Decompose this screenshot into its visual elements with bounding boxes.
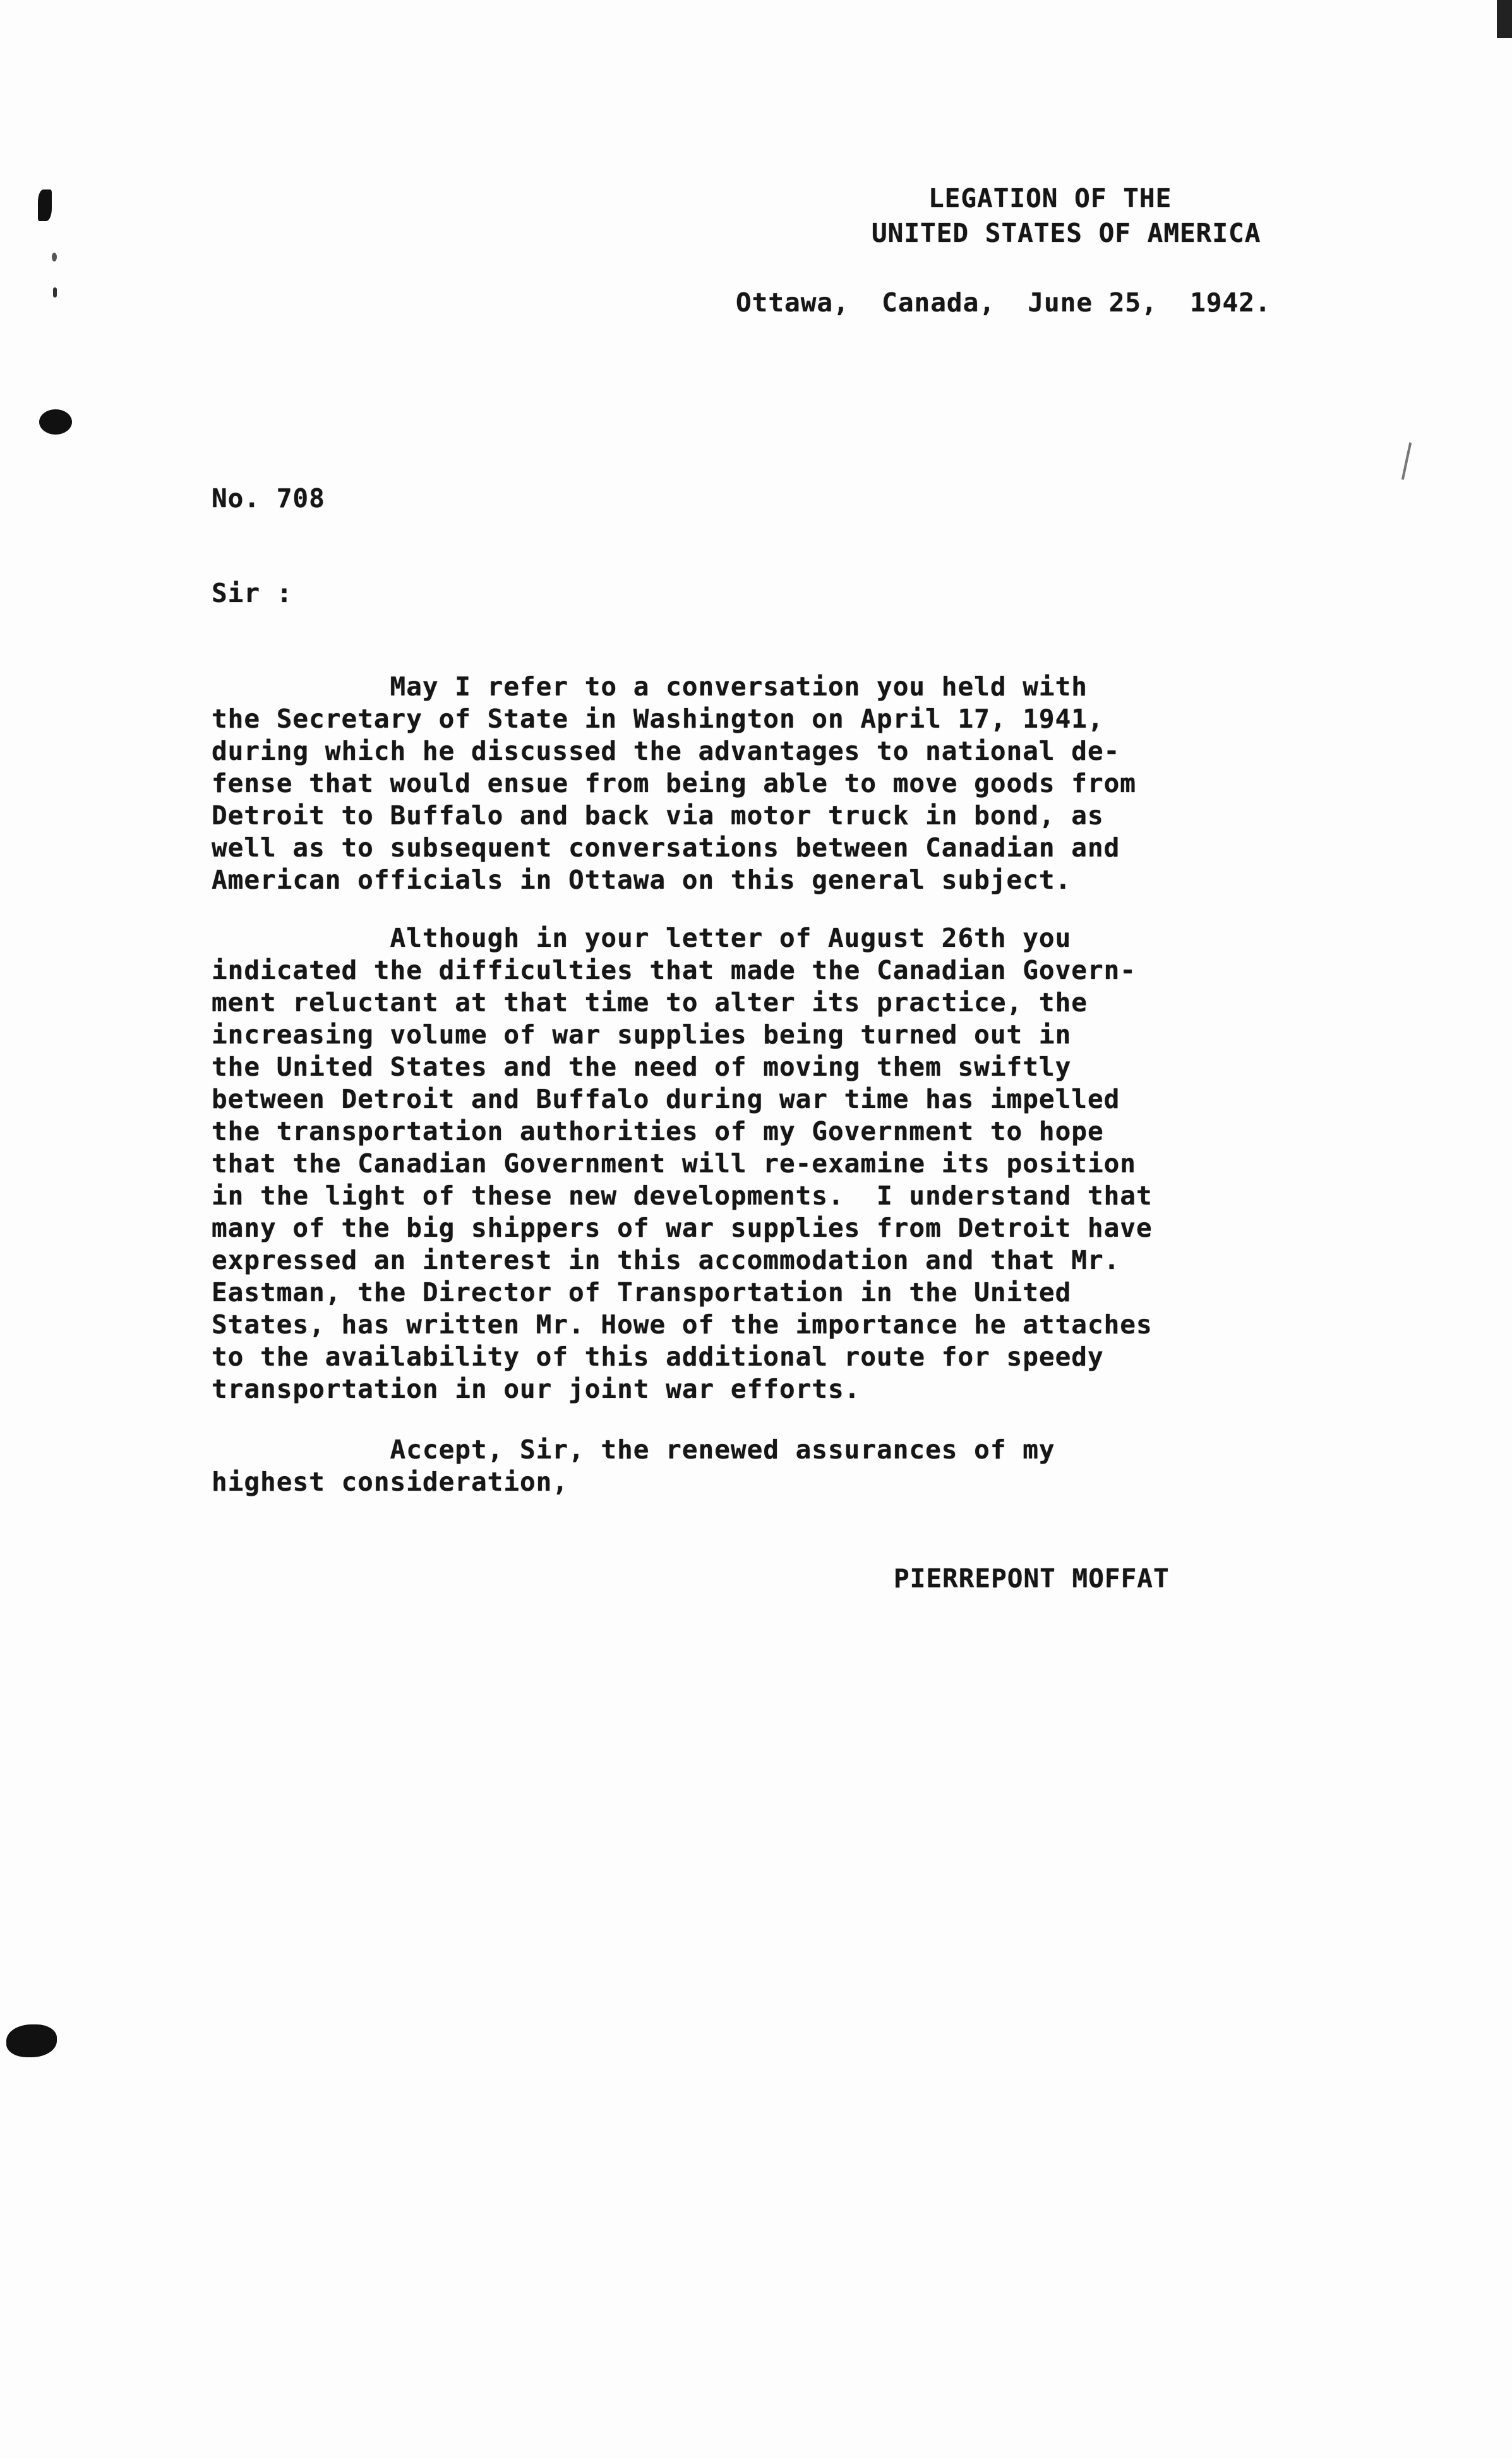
- document-number: No. 708: [212, 483, 325, 514]
- paragraph-line: during which he discussed the advantages to national de-: [212, 736, 1120, 766]
- margin-ink-dot: [52, 253, 57, 262]
- hole-punch-mark: [39, 409, 72, 435]
- paragraph-line: transportation in our joint war efforts.: [212, 1374, 861, 1404]
- paragraph-line: May I refer to a conversation you held with: [212, 671, 1088, 702]
- salutation: Sir :: [212, 578, 293, 608]
- paragraph-line: indicated the difficulties that made the Canadian Govern-: [212, 955, 1136, 985]
- paragraph-line: Eastman, the Director of Transportation in the United: [212, 1277, 1072, 1308]
- paragraph-line: to the availability of this additional route for speedy: [212, 1342, 1104, 1372]
- paragraph-line: well as to subsequent conversations between Canadian and: [212, 833, 1120, 863]
- paragraph-line: the transportation authorities of my Government to hope: [212, 1116, 1104, 1146]
- paragraph-line: highest consideration,: [212, 1467, 569, 1497]
- paragraph-line: the United States and the need of moving them swiftly: [212, 1052, 1072, 1082]
- paragraph-3-closing: [212, 1434, 1361, 1498]
- paragraph-line: ment reluctant at that time to alter its practice, the: [212, 987, 1088, 1018]
- paragraph-line: in the light of these new developments. I understand that: [212, 1181, 1153, 1211]
- paragraph-line: Although in your letter of August 26th you: [212, 923, 1072, 953]
- paragraph-line: many of the big shippers of war supplies from Detroit have: [212, 1213, 1153, 1243]
- paragraph-line: increasing volume of war supplies being turned out in: [212, 1019, 1072, 1050]
- paragraph-line: States, has written Mr. Howe of the importance he attaches: [212, 1309, 1153, 1340]
- paragraph-line: fense that would ensue from being able to move goods from: [212, 768, 1136, 798]
- hole-punch-mark: [6, 2024, 57, 2057]
- letterhead-line-1: LEGATION OF THE: [928, 183, 1172, 213]
- margin-pencil-mark: [1401, 442, 1412, 480]
- paragraph-line: the Secretary of State in Washington on April 17, 1941,: [212, 704, 1104, 734]
- signature-name: PIERREPONT MOFFAT: [894, 1563, 1170, 1594]
- paragraph-line: that the Canadian Government will re-examine its position: [212, 1148, 1136, 1179]
- paragraph-2: [212, 922, 1361, 1405]
- margin-ink-dot: [53, 287, 57, 298]
- paragraph-line: Accept, Sir, the renewed assurances of my: [212, 1434, 1055, 1465]
- paragraph-line: between Detroit and Buffalo during war time has impelled: [212, 1084, 1120, 1114]
- paragraph-line: Detroit to Buffalo and back via motor truck in bond, as: [212, 800, 1104, 831]
- margin-ink-mark: [38, 189, 52, 221]
- paragraph-line: American officials in Ottawa on this general subject.: [212, 865, 1072, 895]
- paragraph-1: [212, 671, 1361, 896]
- letterhead-line-2: UNITED STATES OF AMERICA: [872, 218, 1261, 248]
- dateline: Ottawa, Canada, June 25, 1942.: [736, 287, 1271, 318]
- paragraph-line: expressed an interest in this accommodation and that Mr.: [212, 1245, 1120, 1275]
- scan-edge-mark: [1497, 0, 1512, 38]
